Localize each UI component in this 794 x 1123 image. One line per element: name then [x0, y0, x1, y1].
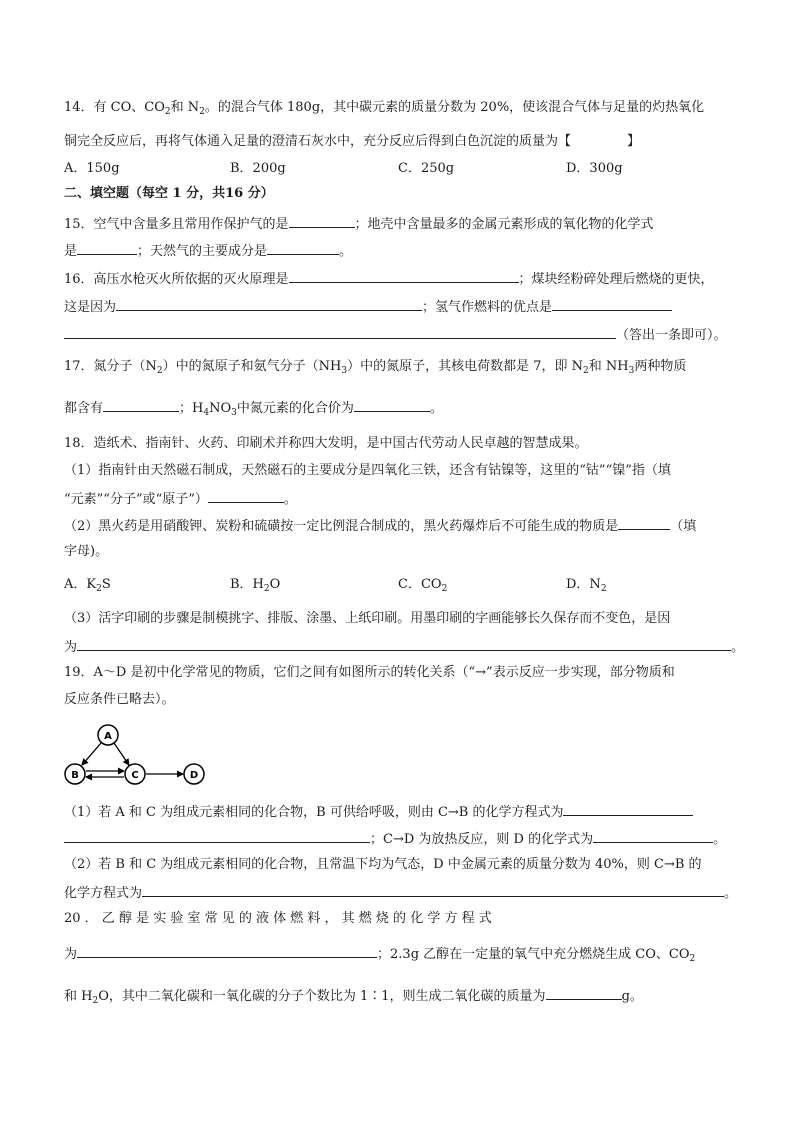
q18-part2-line2: 字母)。 [64, 544, 109, 559]
arrow-symbol: → [475, 665, 487, 680]
q17-line1: 17．氮分子$(N_2)$中的氮原子和氨气分子$(NH_3)$中的氮原子，其核电荷数都是 7，即 $N_2$和 $NH_3$两种物质 [64, 359, 687, 376]
q19-blank-3[interactable] [142, 884, 724, 897]
q18-stem: 18．造纸术、指南针、火药、印刷术并称四大发明，是中国古代劳动人民卓越的智慧成果。 [64, 436, 588, 451]
node-a-label: A [104, 731, 112, 742]
q15-blank-3[interactable] [267, 242, 339, 255]
q19-blank-1-continued[interactable] [64, 830, 370, 843]
q14-option-d[interactable]: D．300g [566, 161, 623, 176]
q19-part1-line2: ；C→D 为放热反应，则 D 的化学式为 。 [64, 830, 726, 848]
q18-part3-line1: （3）活字印刷的步骤是制模挑字、排版、涂墨、上纸印刷。用墨印刷的字画能够长久保存而不变色，是因 [64, 611, 671, 626]
q19-part2-line1: （2）若 B 和 C 为组成元素相同的化合物，且常温下均为气态，D 中金属元素的质量分数为 40%，则 C→B 的 [64, 857, 702, 872]
q18-option-c[interactable]: C．$CO_2$ [398, 577, 448, 594]
q20-blank-2[interactable] [546, 987, 622, 1000]
q16-line3: （答出一条即可）。 [64, 326, 727, 344]
q18-blank-1[interactable] [208, 490, 284, 503]
section-title: 二、填空题（每空 1 分，共16 分） [64, 186, 274, 201]
q15-blank-1[interactable] [289, 215, 355, 228]
node-b-label: B [71, 770, 79, 781]
q17-blank-2[interactable] [354, 399, 430, 412]
q14-option-c[interactable]: C．250g [398, 161, 455, 176]
q20-line3: 和 $H_2O$，其中二氧化碳和一氧化碳的分子个数比为 1∶1，则生成二氧化碳的质量为 g。 [64, 989, 643, 1006]
q16-blank-3-continued[interactable] [64, 326, 616, 339]
node-c-label: C [131, 770, 139, 781]
q19-blank-2[interactable] [593, 830, 713, 843]
q16-blank-2[interactable] [116, 298, 422, 311]
q20-line1: 20 ． 乙 醇 是 实 验 室 常 见 的 液 体 燃 料 ， 其 燃 烧 的 化 学 方 程 式 [64, 911, 492, 926]
q18-part1-line1: （1）指南针由天然磁石制成，天然磁石的主要成分是四氧化三铁，还含有钴镍等，这里的“钴”“镍”指（填 [64, 463, 671, 478]
q14-option-b[interactable]: B．200g [230, 161, 286, 176]
q19-part2-line2: 化学方程式为 。 [64, 886, 738, 901]
q18-blank-2[interactable] [618, 517, 670, 530]
q15-line1: 15．空气中含量多且常用作保护气的是 ；地壳中含量最多的金属元素形成的氧化物的化学式 [64, 217, 654, 232]
q16-blank-1[interactable] [289, 270, 519, 283]
q14-line1: 14．有 CO、$CO_2$和 $N_2$。的混合气体 180g，其中碳元素的质量分数为 20%，使该混合气体与足量的灼热氧化 [64, 100, 705, 117]
q19-line1: 19．A～D 是初中化学常见的物质，它们之间有如图所示的转化关系（“→”表示反应一步实现，部分物质和 [64, 665, 675, 680]
q19-line2: 反应条件已略去）。 [64, 692, 175, 707]
q19-part1-line1: （1）若 A 和 C 为组成元素相同的化合物，B 可供给呼吸，则由 C→B 的化学方程式为 [64, 803, 693, 821]
q17-line2: 都含有 ；$H_4NO_3$中氮元素的化合价为 。 [64, 401, 443, 418]
arrow-a-to-c [114, 743, 129, 765]
q16-line2: 这是因为 ；氢气作燃料的优点是 [64, 298, 672, 316]
node-d-label: D [189, 770, 199, 781]
q14-option-a[interactable]: A．150g [64, 161, 120, 176]
q18-part1-line2: “元素”“分子”或“原子”） 。 [64, 492, 297, 507]
q18-option-d[interactable]: D．$N_2$ [566, 577, 607, 594]
conversion-diagram [62, 722, 212, 792]
q14-line2: 铜完全反应后，再将气体通入足量的澄清石灰水中，充分反应后得到白色沉淀的质量为【 】 [64, 134, 641, 149]
q18-part3-line2: 为 。 [64, 640, 745, 655]
q18-option-a[interactable]: A．$K_2S$ [64, 577, 111, 594]
q15-blank-2[interactable] [77, 242, 137, 255]
q18-option-b[interactable]: B．$H_2O$ [230, 577, 281, 594]
q20-blank-1[interactable] [77, 945, 377, 958]
q15-line2: 是 ；天然气的主要成分是 。 [64, 244, 353, 259]
q17-blank-1[interactable] [103, 399, 179, 412]
q19-blank-1[interactable] [563, 803, 693, 816]
q20-line2: 为 ；2.3g 乙醇在一定量的氧气中充分燃烧生成 CO、$CO_2$ [64, 947, 696, 964]
q16-line1: 16．高压水枪灭火所依据的灭火原理是 ；煤块经粉碎处理后燃烧的更快， [64, 272, 714, 287]
q18-blank-3[interactable] [77, 638, 731, 651]
arrow-a-to-b [82, 743, 101, 765]
q16-blank-3[interactable] [552, 298, 672, 311]
q18-part2-line1: （2）黑火药是用硝酸钾、炭粉和硫磺按一定比例混合制成的，黑火药爆炸后不可能生成的物质是 （填 [64, 519, 697, 534]
